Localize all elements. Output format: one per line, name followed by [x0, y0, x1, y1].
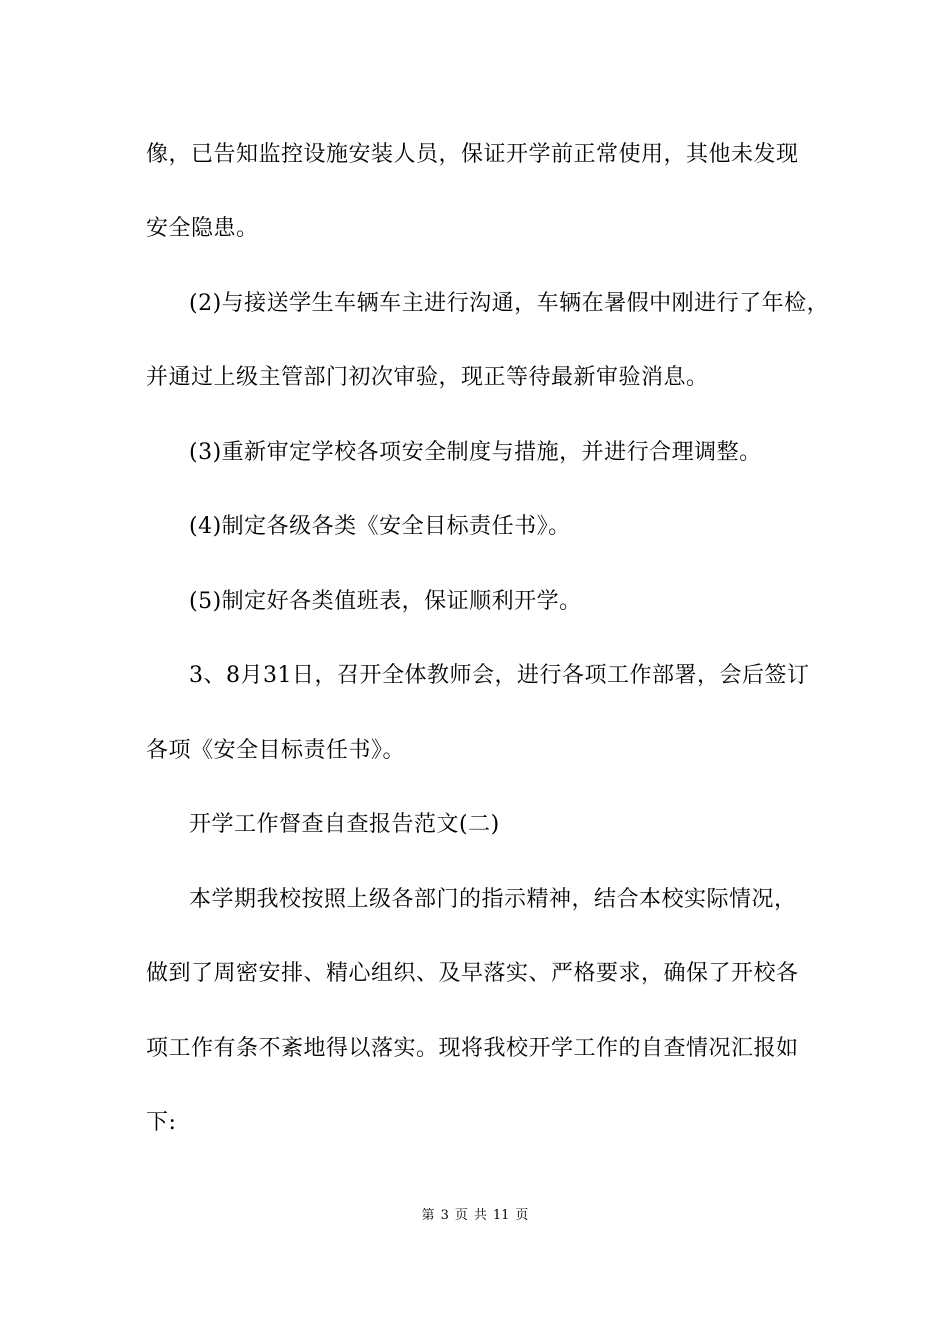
footer-label-total: 共	[473, 1208, 487, 1223]
paragraph-line: 项工作有条不紊地得以落实。现将我校开学工作的自查情况汇报如	[146, 1036, 799, 1061]
section-heading: 开学工作督查自查报告范文(二)	[189, 812, 500, 837]
paragraph-line: 下:	[146, 1110, 177, 1135]
paragraph-line: (4)制定各级各类《安全目标责任书》。	[189, 514, 571, 539]
page-footer	[0, 1206, 950, 1226]
paragraph-line: 3、8月31日，召开全体教师会，进行各项工作部署，会后签订	[189, 663, 810, 688]
paragraph-line: (2)与接送学生车辆车主进行沟通，车辆在暑假中刚进行了年检，	[189, 291, 830, 316]
paragraph-line: 安全隐患。	[146, 216, 259, 241]
paragraph-line: (3)重新审定学校各项安全制度与措施，并进行合理调整。	[189, 440, 762, 465]
footer-label-ye: 页	[454, 1208, 468, 1223]
paragraph-line: 并通过上级主管部门初次审验，现正等待最新审验消息。	[146, 365, 709, 390]
footer-total-pages: 11	[492, 1208, 510, 1223]
paragraph-line: (5)制定好各类值班表，保证顺利开学。	[189, 589, 582, 614]
footer-label-page: 第	[421, 1208, 435, 1223]
paragraph-line: 做到了周密安排、精心组织、及早落实、严格要求，确保了开校各	[146, 961, 799, 986]
paragraph-line: 本学期我校按照上级各部门的指示精神，结合本校实际情况，	[189, 887, 797, 912]
footer-current-page: 3	[440, 1208, 449, 1223]
footer-label-ye: 页	[515, 1208, 529, 1223]
paragraph-line: 各项《安全目标责任书》。	[146, 738, 406, 763]
paragraph-line: 像，已告知监控设施安装人员，保证开学前正常使用，其他未发现	[146, 142, 799, 167]
